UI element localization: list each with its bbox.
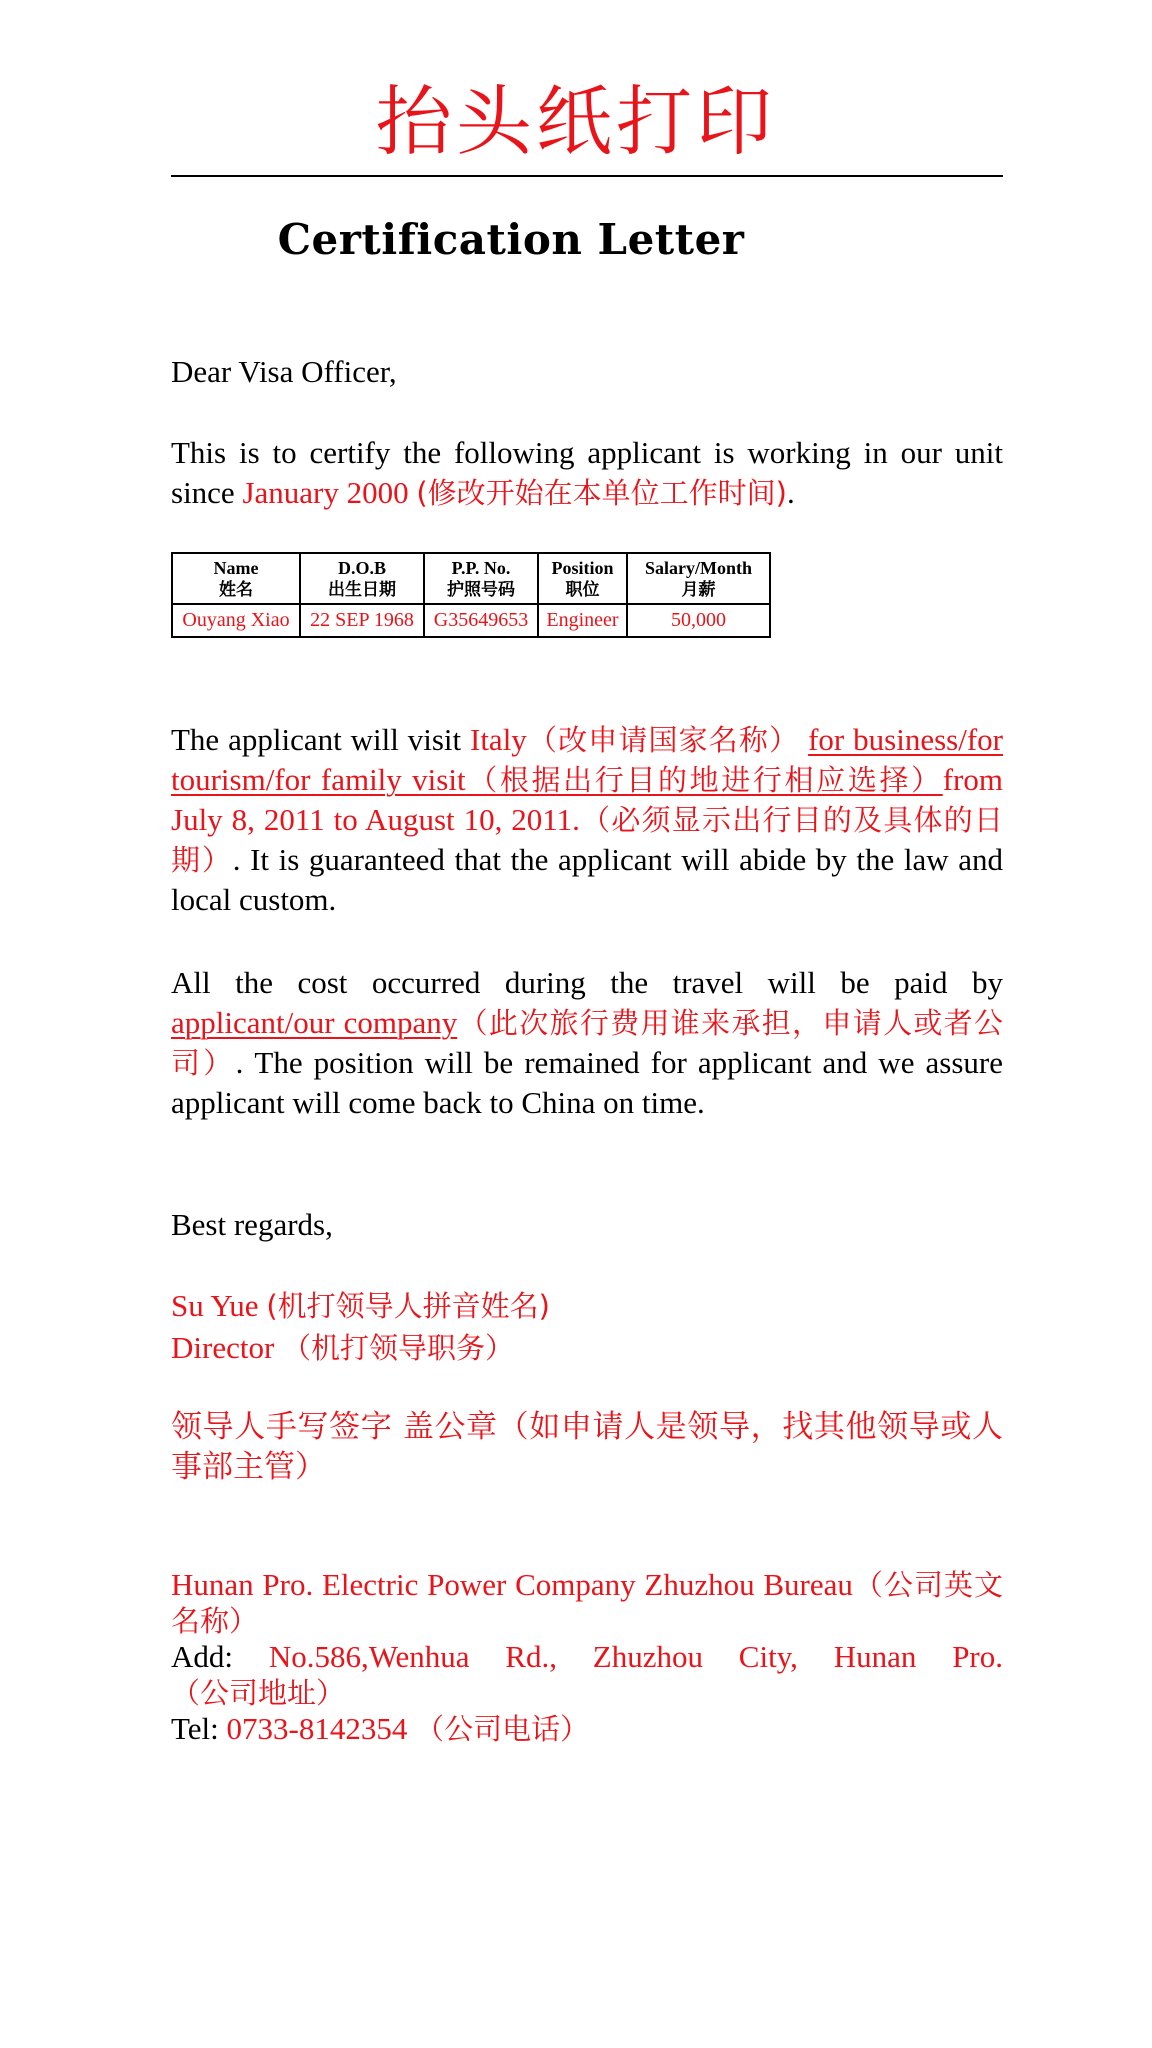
visit-text: The applicant will visit <box>171 722 470 757</box>
country-note: （改申请国家名称） <box>526 723 800 757</box>
signer-name-note: (机打领导人拼音姓名) <box>266 1289 550 1323</box>
company-name-note: （公司英文名称） <box>171 1568 1003 1638</box>
company-name: Hunan Pro. Electric Power Company Zhuzhou Bureau <box>171 1567 853 1602</box>
address-label: Add: <box>171 1639 269 1674</box>
table-header-row <box>172 553 770 604</box>
col-position-header <box>538 553 627 604</box>
employment-end: . <box>787 475 795 510</box>
signer-title: Director <box>171 1330 275 1365</box>
return-text: . The position will be remained for applicant and we assure applicant will come back to China on time. <box>171 1045 1003 1120</box>
letterhead-placeholder: 抬头纸打印 <box>376 77 776 166</box>
cost-paragraph <box>171 963 1003 1123</box>
header-divider <box>171 175 1003 177</box>
cell-passport: G35649653 <box>424 604 538 637</box>
start-date: January 2000 <box>242 475 409 510</box>
destination-country: Italy <box>470 722 527 757</box>
header-zh: 职位 <box>565 579 600 600</box>
cost-payer: applicant/our company <box>171 1005 458 1040</box>
company-tel: 0733-8142354 <box>226 1711 408 1746</box>
letter-title: Certification Letter <box>277 215 745 264</box>
signer-name-line <box>171 1285 1003 1327</box>
col-name-header <box>172 553 300 604</box>
cost-text: All the cost occurred during the travel will be paid by <box>171 965 1003 1000</box>
dates-note: （必须显示出行目的及具体的日期） <box>171 803 1003 877</box>
employment-text: This is to certify the following applicant is working in our unit since <box>171 435 1003 510</box>
cell-position: Engineer <box>538 604 627 637</box>
header-en: Name <box>213 557 259 578</box>
cell-dob: 22 SEP 1968 <box>300 604 424 637</box>
employment-paragraph <box>171 433 1003 513</box>
header-zh: 护照号码 <box>447 579 515 600</box>
header-zh: 姓名 <box>219 579 253 600</box>
purpose-note: （根据出行目的地进行相应选择） <box>465 763 943 797</box>
tel-label: Tel: <box>171 1711 227 1746</box>
visit-dates: from July 8, 2011 to August 10, 2011. <box>171 762 1003 837</box>
applicant-table <box>171 552 771 638</box>
signer-block <box>171 1285 1003 1369</box>
visit-paragraph <box>171 720 1003 920</box>
guarantee-text: . It is guaranteed that the applicant will abide by the law and local custom. <box>171 842 1003 917</box>
salutation: Dear Visa Officer, <box>171 354 397 389</box>
tel-note: （公司电话） <box>415 1712 590 1746</box>
signer-title-note: （机打领导职务） <box>282 1331 515 1365</box>
closing: Best regards, <box>171 1207 333 1242</box>
header-zh: 出生日期 <box>328 579 396 600</box>
signer-title-line <box>171 1327 1003 1369</box>
header-zh: 月薪 <box>681 579 716 600</box>
signature-stamp-note: 领导人手写签字 盖公章（如申请人是领导，找其他领导或人事部主管） <box>171 1409 1003 1485</box>
payer-note: （此次旅行费用谁来承担，申请人或者公司） <box>171 1006 1003 1080</box>
header-en: P.P. No. <box>451 557 511 578</box>
company-address-line <box>171 1639 1003 1711</box>
signer-name: Su Yue <box>171 1288 259 1323</box>
company-tel-line <box>171 1711 1003 1747</box>
cell-salary: 50,000 <box>627 604 770 637</box>
cell-name: Ouyang Xiao <box>172 604 300 637</box>
table-row <box>172 604 770 637</box>
company-address: No.586,Wenhua Rd., Zhuzhou City, Hunan Pro. <box>268 1639 1004 1674</box>
address-note: （公司地址） <box>171 1676 346 1710</box>
header-en: Salary/Month <box>644 557 752 578</box>
col-salary-header <box>627 553 770 604</box>
header-en: D.O.B <box>337 557 386 578</box>
col-passport-header <box>424 553 538 604</box>
col-dob-header <box>300 553 424 604</box>
visit-purpose: for business/for tourism/for family visit <box>171 722 1003 797</box>
header-en: Position <box>551 557 614 578</box>
start-date-note: (修改开始在本单位工作时间) <box>416 476 787 510</box>
company-name-line <box>171 1567 1003 1639</box>
company-block <box>171 1567 1003 1747</box>
